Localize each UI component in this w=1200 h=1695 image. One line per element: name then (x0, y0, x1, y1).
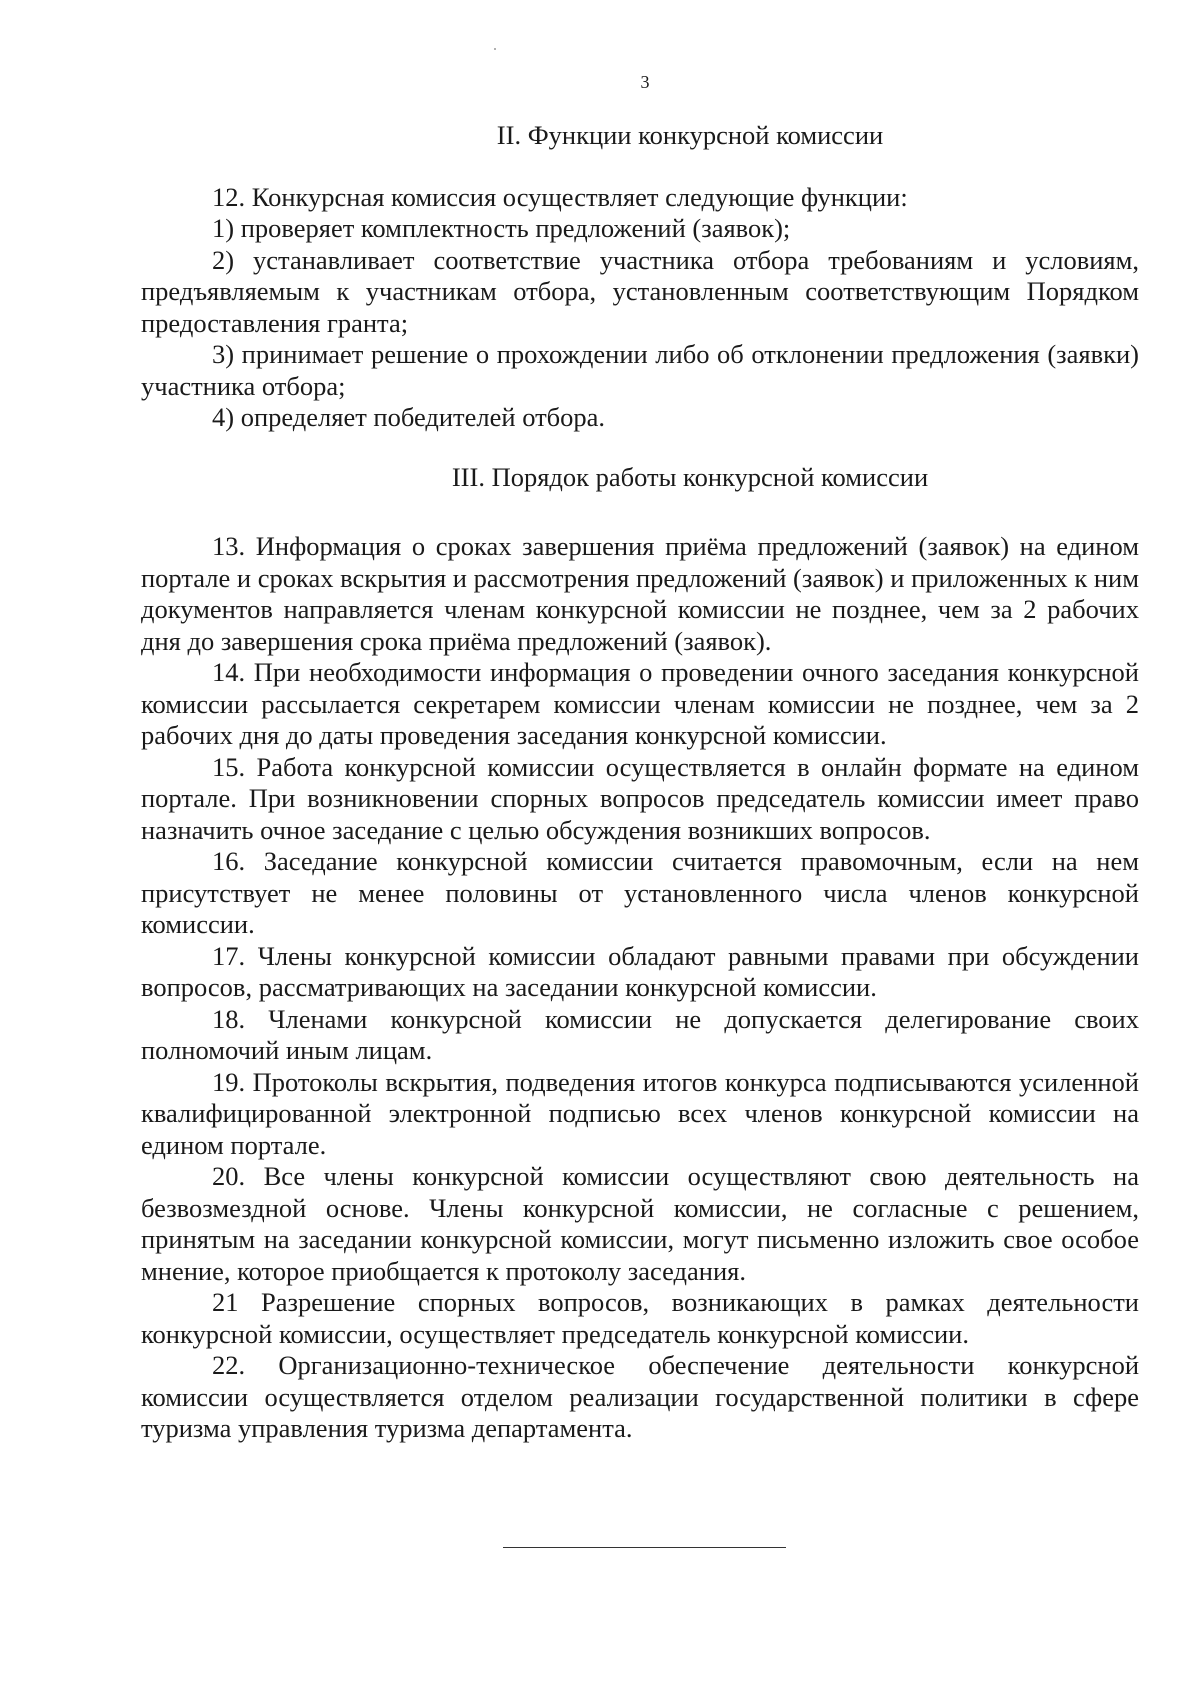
scan-speck (494, 48, 496, 50)
paragraph: 20. Все члены конкурсной комиссии осуществляют свою деятельность на безвозмездной основе. Члены конкурсной комиссии, не согласные с решением, принятым на заседании конкурсной комиссии, могут письменно изложить свое особое мнение, которое приобщается к протоколу заседания. (141, 1161, 1139, 1286)
paragraph: 19. Протоколы вскрытия, подведения итогов конкурса подписываются усиленной квалифицированной электронной подписью всех членов конкурсной комиссии на едином портале. (141, 1066, 1139, 1160)
page-number: 3 (640, 72, 650, 92)
section-3-heading: III. Порядок работы конкурсной комиссии (451, 461, 929, 492)
paragraph: 16. Заседание конкурсной комиссии считается правомочным, если на нем присутствует не менее половины от установленного числа членов конкурсной комиссии. (141, 846, 1139, 939)
paragraph: 21 Разрешение спорных вопросов, возникающих в рамках деятельности конкурсной комиссии, осуществляет председатель конкурсной комиссии. (141, 1287, 1139, 1349)
paragraph: 12. Конкурсная комиссия осуществляет следующие функции: (212, 181, 908, 212)
end-divider (503, 1547, 786, 1548)
section-3-body (141, 531, 1139, 1445)
paragraph: 13. Информация о сроках завершения приёма предложений (заявок) на едином портале и сроках вскрытия и рассмотрения предложений (заявок) и приложенных к ним документов направляется членам конкурсной комиссии не позднее, чем за 2 рабочих дня до завершения срока приёма предложений (заявок). (141, 531, 1139, 656)
paragraph: 18. Членами конкурсной комиссии не допускается делегирование своих полномочий иным лицам. (141, 1003, 1139, 1065)
paragraph: 14. При необходимости информация о проведении очного заседания конкурсной комиссии рассылается секретарем комиссии членам комиссии не позднее, чем за 2 рабочих дня до даты проведения заседания конкурсной комиссии. (141, 657, 1139, 750)
section-2-heading: II. Функции конкурсной комиссии (496, 120, 884, 150)
paragraph: 15. Работа конкурсной комиссии осуществляется в онлайн формате на едином портале. При возникновении спорных вопросов председатель комиссии имеет право назначить очное заседание с целью обсуждения возникших вопросов. (141, 751, 1139, 845)
list-item: 4) определяет победителей отбора. (212, 402, 606, 432)
section-2-body (141, 182, 1139, 434)
paragraph: 22. Организационно-техническое обеспечение деятельности конкурсной комиссии осуществляется отделом реализации государственной политики в сфере туризма управления туризма департамента. (141, 1350, 1139, 1443)
list-item: 1) проверяет комплектность предложений (заявок); (212, 213, 791, 243)
paragraph: 17. Члены конкурсной комиссии обладают равными правами при обсуждении вопросов, рассматривающих на заседании конкурсной комиссии. (141, 940, 1139, 1002)
list-item: 2) устанавливает соответствие участника отбора требованиям и условиям, предъявляемым к участникам отбора, установленным соответствующим Порядком предоставления гранта; (141, 244, 1139, 338)
document-body (141, 120, 1139, 1445)
list-item: 3) принимает решение о прохождении либо об отклонении предложения (заявки) участника отбора; (141, 339, 1139, 401)
